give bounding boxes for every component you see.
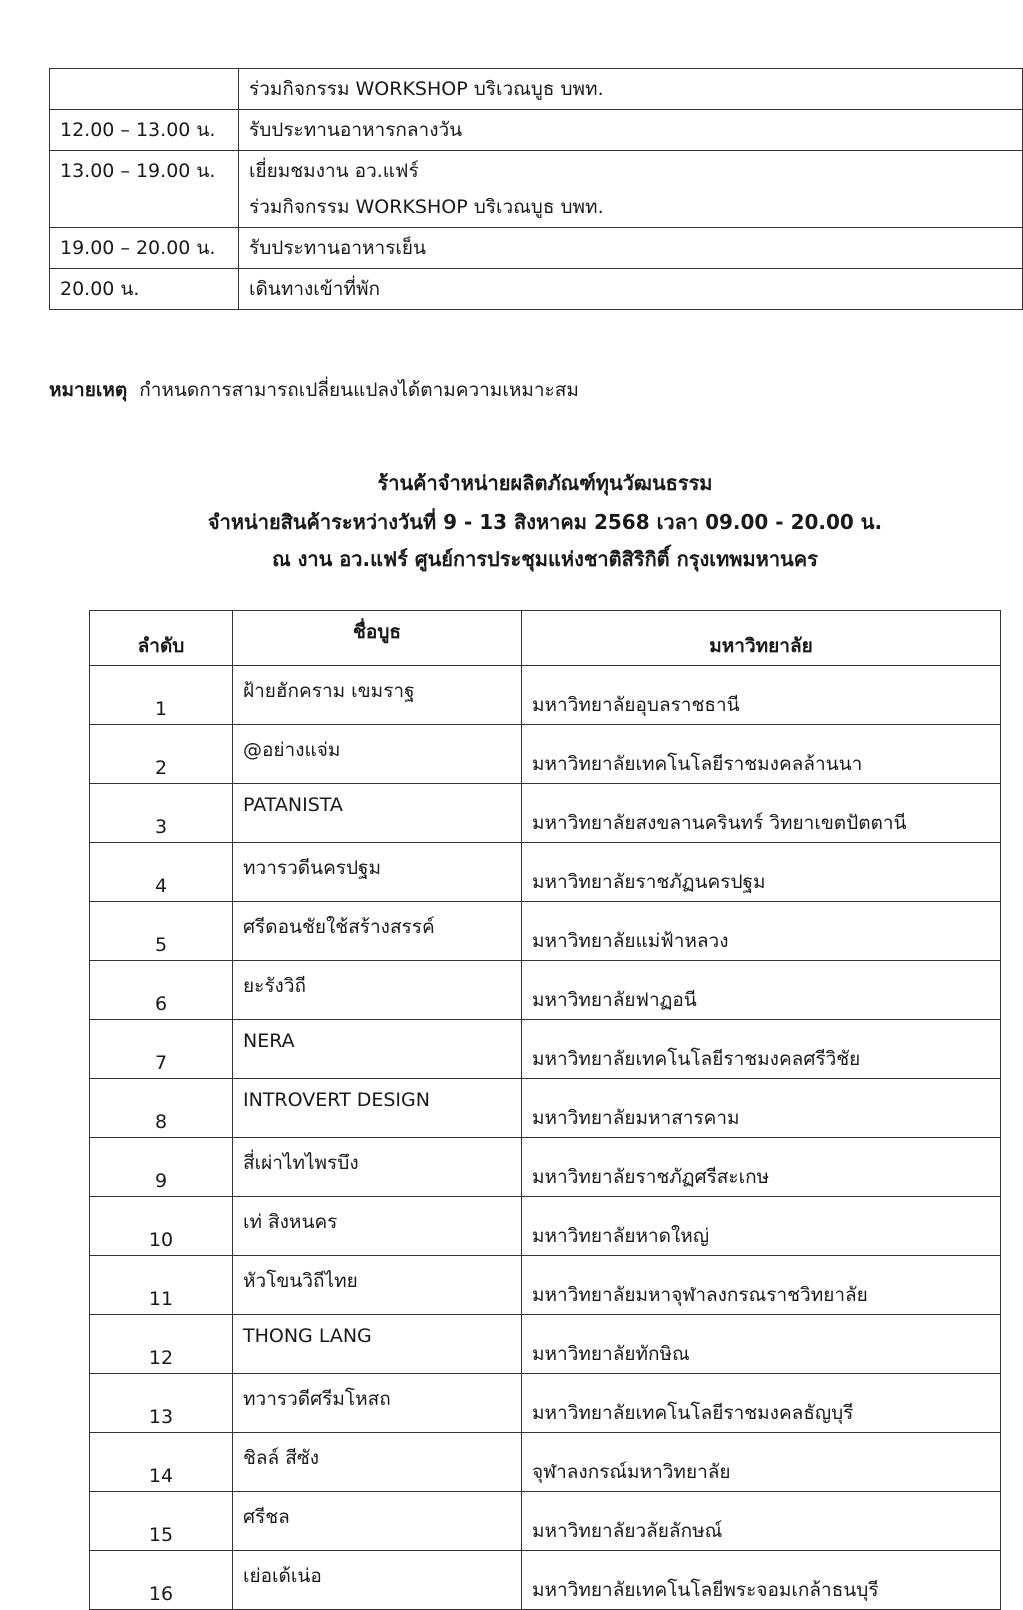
table-row	[90, 961, 1001, 1020]
section-title: ร้านค้าจำหน่ายผลิตภัณฑ์ทุนวัฒนธรรม	[377, 471, 713, 495]
section-subtitle-dates: จำหน่ายสินค้าระหว่างวันที่ 9 - 13 สิงหาคม 2568 เวลา 09.00 - 20.00 น.	[207, 510, 883, 534]
schedule-activity-line: ร่วมกิจกรรม WORKSHOP บริเวณบูธ บพท.	[249, 196, 604, 218]
cell-university: มหาวิทยาลัยราชภัฏนครปฐม	[522, 843, 1001, 902]
cell-shop-name: หัวโขนวิถีไทย	[233, 1256, 522, 1315]
cell-university: มหาวิทยาลัยอุบลราชธานี	[522, 666, 1001, 725]
cell-shop-name: ฝ้ายฮักคราม เขมราฐ	[233, 666, 522, 725]
cell-university: มหาวิทยาลัยแม่ฟ้าหลวง	[522, 902, 1001, 961]
cell-number: 15	[90, 1492, 233, 1551]
cell-number: 10	[90, 1197, 233, 1256]
cell-university: มหาวิทยาลัยหาดใหญ่	[522, 1197, 1001, 1256]
schedule-activity	[239, 110, 1023, 151]
cell-university: มหาวิทยาลัยมหาจุฬาลงกรณราชวิทยาลัย	[522, 1256, 1001, 1315]
cell-university: มหาวิทยาลัยเทคโนโลยีราชมงคลศรีวิชัย	[522, 1020, 1001, 1079]
table-row	[90, 784, 1001, 843]
cell-university: มหาวิทยาลัยเทคโนโลยีราชมงคลล้านนา	[522, 725, 1001, 784]
cell-university: จุฬาลงกรณ์มหาวิทยาลัย	[522, 1433, 1001, 1492]
cell-number: 1	[90, 666, 233, 725]
cell-shop-name: NERA	[233, 1020, 522, 1079]
cell-shop-name: ชิลล์ สีซัง	[233, 1433, 522, 1492]
cell-number: 7	[90, 1020, 233, 1079]
table-row	[90, 1138, 1001, 1197]
cell-university: มหาวิทยาลัยสงขลานครินทร์ วิทยาเขตปัตตานี	[522, 784, 1001, 843]
schedule-activity	[239, 228, 1023, 269]
column-header-no: ลำดับ	[90, 611, 233, 666]
schedule-activity-line: รับประทานอาหารเย็น	[249, 237, 427, 259]
cell-number: 5	[90, 902, 233, 961]
cell-shop-name: INTROVERT DESIGN	[233, 1079, 522, 1138]
cell-university: มหาวิทยาลัยฟาฏอนี	[522, 961, 1001, 1020]
remark	[49, 376, 579, 404]
cell-number: 8	[90, 1079, 233, 1138]
table-row	[90, 1374, 1001, 1433]
cell-university: มหาวิทยาลัยทักษิณ	[522, 1315, 1001, 1374]
cell-shop-name: เย่อเด้เน่อ	[233, 1551, 522, 1610]
table-row	[90, 1197, 1001, 1256]
cell-number: 12	[90, 1315, 233, 1374]
cell-shop-name: สี่เผ่าไทไพรบึง	[233, 1138, 522, 1197]
cell-number: 9	[90, 1138, 233, 1197]
cell-number: 11	[90, 1256, 233, 1315]
table-header-row	[90, 611, 1001, 666]
schedule-time: 19.00 – 20.00 น.	[50, 228, 239, 269]
table-row	[90, 1020, 1001, 1079]
schedule-activity-line: รับประทานอาหารกลางวัน	[249, 119, 463, 141]
cell-shop-name: ศรีชล	[233, 1492, 522, 1551]
schedule-activity	[239, 269, 1023, 310]
table-row	[90, 1079, 1001, 1138]
table-row	[90, 902, 1001, 961]
schedule-row	[50, 110, 1023, 151]
schedule-row	[50, 269, 1023, 310]
cell-shop-name: ทวารวดีนครปฐม	[233, 843, 522, 902]
cell-number: 14	[90, 1433, 233, 1492]
cell-university: มหาวิทยาลัยมหาสารคาม	[522, 1079, 1001, 1138]
cell-university: มหาวิทยาลัยราชภัฏศรีสะเกษ	[522, 1138, 1001, 1197]
cell-number: 3	[90, 784, 233, 843]
table-row	[90, 1315, 1001, 1374]
cell-number: 13	[90, 1374, 233, 1433]
table-row	[90, 1492, 1001, 1551]
cell-university: มหาวิทยาลัยเทคโนโลยีราชมงคลธัญบุรี	[522, 1374, 1001, 1433]
schedule-activity	[239, 151, 1023, 228]
table-row	[90, 1433, 1001, 1492]
column-header-shop: ชื่อบูธ	[233, 611, 522, 666]
schedule-row	[50, 228, 1023, 269]
schedule-time: 12.00 – 13.00 น.	[50, 110, 239, 151]
cell-university: มหาวิทยาลัยวลัยลักษณ์	[522, 1492, 1001, 1551]
schedule-time: 13.00 – 19.00 น.	[50, 151, 239, 228]
cell-shop-name: ยะรังวิถี	[233, 961, 522, 1020]
table-row	[90, 1551, 1001, 1610]
schedule-time: 20.00 น.	[50, 269, 239, 310]
schedule-time	[50, 69, 239, 110]
table-row	[90, 725, 1001, 784]
cell-shop-name: ศรีดอนชัยใช้สร้างสรรค์	[233, 902, 522, 961]
remark-label: หมายเหตุ	[49, 379, 128, 401]
table-row	[90, 1256, 1001, 1315]
column-header-university: มหาวิทยาลัย	[522, 611, 1001, 666]
shops-table-body	[90, 666, 1001, 1610]
remark-text: กำหนดการสามารถเปลี่ยนแปลงได้ตามความเหมาะสม	[139, 379, 579, 401]
cell-shop-name: ทวารวดีศรีมโหสถ	[233, 1374, 522, 1433]
schedule-activity-line: ร่วมกิจกรรม WORKSHOP บริเวณบูธ บพท.	[249, 78, 604, 100]
schedule-row	[50, 151, 1023, 228]
schedule-activity-line: เดินทางเข้าที่พัก	[249, 278, 380, 300]
schedule-activity	[239, 69, 1023, 110]
cell-number: 6	[90, 961, 233, 1020]
table-row	[90, 843, 1001, 902]
cell-number: 4	[90, 843, 233, 902]
schedule-activity-line: เยี่ยมชมงาน อว.แฟร์	[249, 160, 419, 182]
cell-number: 16	[90, 1551, 233, 1610]
cell-shop-name: PATANISTA	[233, 784, 522, 843]
cell-number: 2	[90, 725, 233, 784]
schedule-table	[49, 68, 1023, 310]
table-row	[90, 666, 1001, 725]
section-subtitle-venue: ณ งาน อว.แฟร์ ศูนย์การประชุมแห่งชาติสิริกิติ์ กรุงเทพมหานคร	[272, 547, 818, 571]
shops-table	[89, 610, 1001, 1610]
cell-university: มหาวิทยาลัยเทคโนโลยีพระจอมเกล้าธนบุรี	[522, 1551, 1001, 1610]
cell-shop-name: เท่ สิงหนคร	[233, 1197, 522, 1256]
cell-shop-name: THONG LANG	[233, 1315, 522, 1374]
cell-shop-name: @อย่างแจ่ม	[233, 725, 522, 784]
schedule-row	[50, 69, 1023, 110]
